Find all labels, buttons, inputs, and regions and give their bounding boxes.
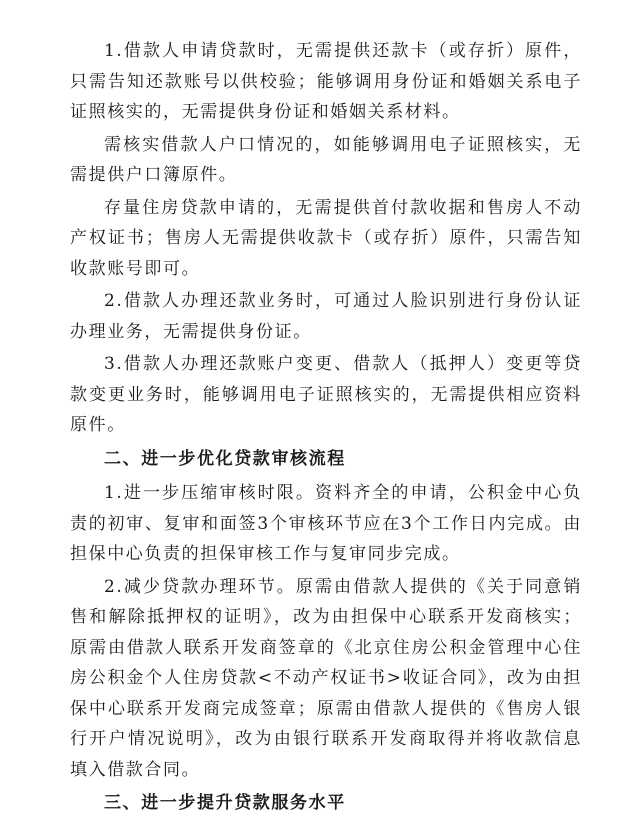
- paragraph-household-check: 需核实借款人户口情况的，如能够调用电子证照核实，无需提供户口簿原件。: [70, 134, 582, 185]
- paragraph-account-change: 3.借款人办理还款账户变更、借款人（抵押人）变更等贷款变更业务时，能够调用电子证照核实的，无需提供相应资料原件。: [70, 354, 582, 435]
- paragraph-existing-housing: 存量住房贷款申请的，无需提供首付款收据和售房人不动产权证书；售房人无需提供收款卡（或存折）原件，只需告知收款账号即可。: [70, 197, 582, 279]
- section-heading-2: 二、进一步优化贷款审核流程: [104, 448, 346, 469]
- section-heading-3: 三、进一步提升贷款服务水平: [104, 793, 346, 813]
- paragraph-review-time: 1.进一步压缩审核时限。资料齐全的申请，公积金中心负责的初审、复审和面签3个审核环节应在3个工作日内完成。由担保中心负责的担保审核工作与复审同步完成。: [70, 483, 582, 564]
- paragraph-borrower-application: 1.借款人申请贷款时，无需提供还款卡（或存折）原件，只需告知还款账号以供校验；能够调用身份证和婚姻关系电子证照核实的，无需提供身份证和婚姻关系材料。: [70, 41, 582, 122]
- paragraph-reduce-steps: 2.减少贷款办理环节。原需由借款人提供的《关于同意销售和解除抵押权的证明》，改为由担保中心联系开发商核实；原需由借款人联系开发商签章的《北京住房公积金管理中心住房公积金个人住房贷款<不动产权证书>收证合同》，改为由担保中心联系开发商完成签章；原需由借款人提供的《售房人银行开户情况说明》，改为由银行联系开发商取得并将收款信息填入借款合同。: [70, 576, 582, 780]
- paragraph-repayment-business: 2.借款人办理还款业务时，可通过人脸识别进行身份认证办理业务，无需提供身份证。: [70, 291, 582, 342]
